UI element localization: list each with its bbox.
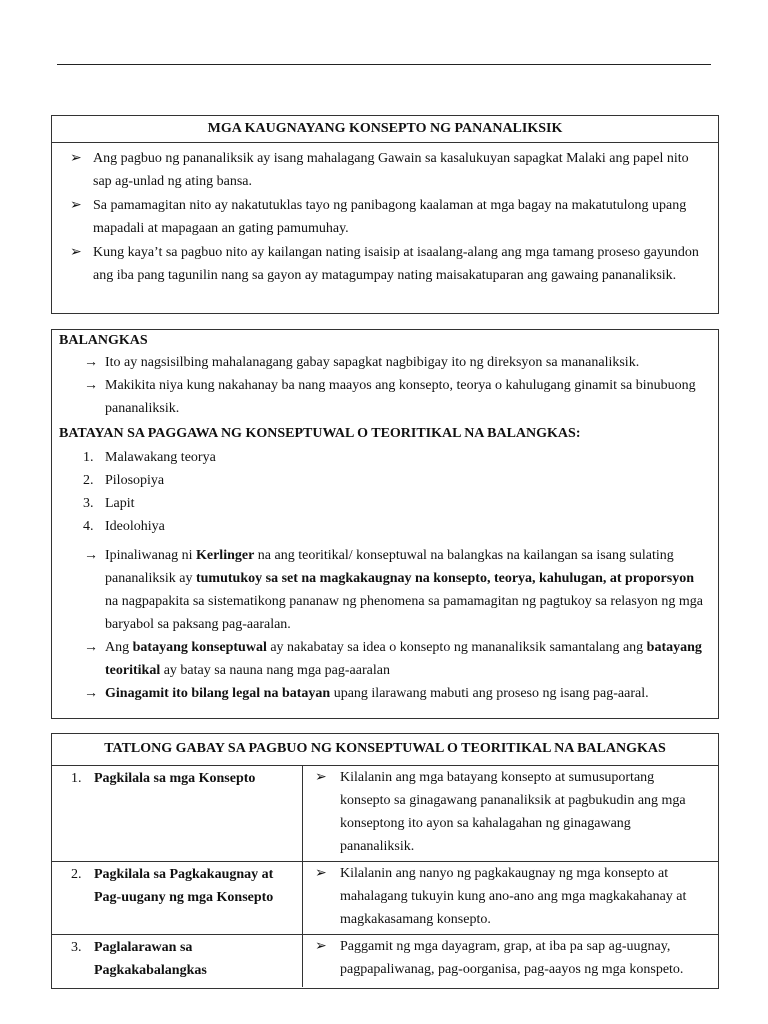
list-item: 3. Lapit (83, 496, 135, 511)
row-label: Pagkilala sa mga Konsepto (94, 771, 256, 786)
list-item (52, 374, 704, 420)
gabay-table (52, 734, 718, 987)
batayan-subtitle: BATAYAN SA PAGGAWA NG KONSEPTUWAL O TEORITIKAL NA BALANGKAS: (59, 426, 581, 441)
arrow-right-icon: → (84, 686, 98, 701)
list-item-text: Ang pagbuo ng pananaliksik ay isang mahalagang Gawain sa kasalukuyan sapagkat Malaki ang papel nito sap ag-unlad ng ating bansa. (93, 151, 689, 189)
row-desc: Paggamit ng mga dayagram, grap, at iba pa sap ag-uugnay, pagpapaliwanag, pag-oorganisa, pag-aayos ng mga konspeto. (340, 939, 684, 977)
list-item (303, 862, 708, 931)
list-item: 2. Pilosopiya (83, 473, 165, 488)
table-row: 3. Paglalarawan sa Pagkakabalangkas ➢ Paggamit ng mga dayagram, grap, at iba pa sap ag-uugnay, pagpapaliwanag, pag-oorganisa, pag-aayos ng mga konspeto. (52, 935, 718, 988)
list-item (52, 351, 704, 374)
arrow-right-icon: → (84, 378, 98, 393)
arrow-right-icon: → (84, 548, 98, 563)
list-item-text: Sa pamamagitan nito ay nakatutuklas tayo ng panibagong kaalaman at mga bagay na makatutulong upang mapadali at mapagaan an gating pamumuhay. (93, 198, 687, 236)
arrowhead-bullet-icon: ➢ (315, 770, 327, 785)
concepts-title: MGA KAUGNAYANG KONSEPTO NG PANANALIKSIK (52, 116, 718, 143)
list-item (303, 766, 708, 858)
kerlinger-paragraph: → Ipinaliwanag ni Kerlinger na ang teoritikal/ konseptuwal na balangkas na kailangan sa isang sulating pananaliksik ay tumutukoy sa set na magkakaugnay na konsepto, teorya, kahulugan, at proporsyon na nagpapakita sa sistematikong pananaw ng phenomena sa pamamagitan ng pagtukoy sa relasyon ng mga baryabol sa paksang pag-aaralan. (52, 544, 704, 636)
balangkas-title: BALANGKAS (59, 333, 148, 348)
arrow-right-icon: → (84, 640, 98, 655)
list-item (303, 935, 708, 981)
balangkas-box (51, 329, 719, 719)
gabay-box (51, 733, 719, 989)
batayang-paragraph: → Ang batayang konseptuwal ay nakabatay sa idea o konsepto ng mananaliksik samantalang ang batayang teoritikal ay batay sa nauna nang mga pag-aaralan (52, 636, 704, 682)
arrow-right-icon: → (84, 355, 98, 370)
table-row: 2. Pagkilala sa Pagkakaugnay at Pag-uugany ng mga Konsepto ➢ Kilalanin ang nanyo ng pagkakaugnay ng mga konsepto at mahalagang tukuyin kung ano-ano ang mga magkakahanay at magkakasamang konsepto. (52, 862, 718, 935)
list-item (52, 194, 706, 240)
arrowhead-bullet-icon: ➢ (70, 151, 82, 166)
arrowhead-bullet-icon: ➢ (70, 245, 82, 260)
arrowhead-bullet-icon: ➢ (70, 198, 82, 213)
list-item-text: Makikita niya kung nakahanay ba nang maayos ang konsepto, teorya o kahulugang ginamit sa binubuong pananaliksik. (105, 378, 696, 416)
concepts-box (51, 115, 719, 314)
arrowhead-bullet-icon: ➢ (315, 939, 327, 954)
list-item: 1. Malawakang teorya (83, 450, 216, 465)
list-item-text: Kung kaya’t sa pagbuo nito ay kailangan nating isaisip at isaalang-alang ang mga tamang proseso gayundon ang iba pang tagunilin nang sa gayon ay matagumpay nating maisakatuparan ang gawaing pananaliksik. (93, 245, 699, 283)
arrowhead-bullet-icon: ➢ (315, 866, 327, 881)
list-item (52, 241, 706, 287)
numbered-list (52, 446, 718, 538)
table-row: 1. Pagkilala sa mga Konsepto ➢ Kilalanin ang mga batayang konsepto at sumusuportang konsepto sa ginagawang pananaliksik at pagbukudin ang mga konseptong ito ayon sa kahalagahan ng ginagawang pananaliksik. (52, 766, 718, 862)
gabay-title: TATLONG GABAY SA PAGBUO NG KONSEPTUWAL O TEORITIKAL NA BALANGKAS (104, 741, 666, 756)
row-desc: Kilalanin ang nanyo ng pagkakaugnay ng mga konsepto at mahalagang tukuyin kung ano-ano ang mga magkakahanay at magkakasamang konsepto. (340, 866, 687, 927)
list-item: 4. Ideolohiya (83, 519, 165, 534)
row-label: Paglalarawan sa Pagkakabalangkas (94, 940, 207, 978)
row-label: Pagkilala sa Pagkakaugnay at Pag-uugany ng mga Konsepto (94, 867, 274, 905)
header-rule (57, 64, 711, 65)
ginagamit-paragraph: → Ginagamit ito bilang legal na batayan upang ilarawang mabuti ang proseso ng isang pag-aaral. (52, 682, 704, 705)
list-item-text: Ito ay nagsisilbing mahalanagang gabay sapagkat nagbibigay ito ng direksyon sa mananaliksik. (105, 355, 640, 370)
row-desc: Kilalanin ang mga batayang konsepto at sumusuportang konsepto sa ginagawang pananaliksik at pagbukudin ang mga konseptong ito ayon sa kahalagahan ng ginagawang pananaliksik. (340, 770, 686, 854)
list-item (52, 147, 706, 193)
